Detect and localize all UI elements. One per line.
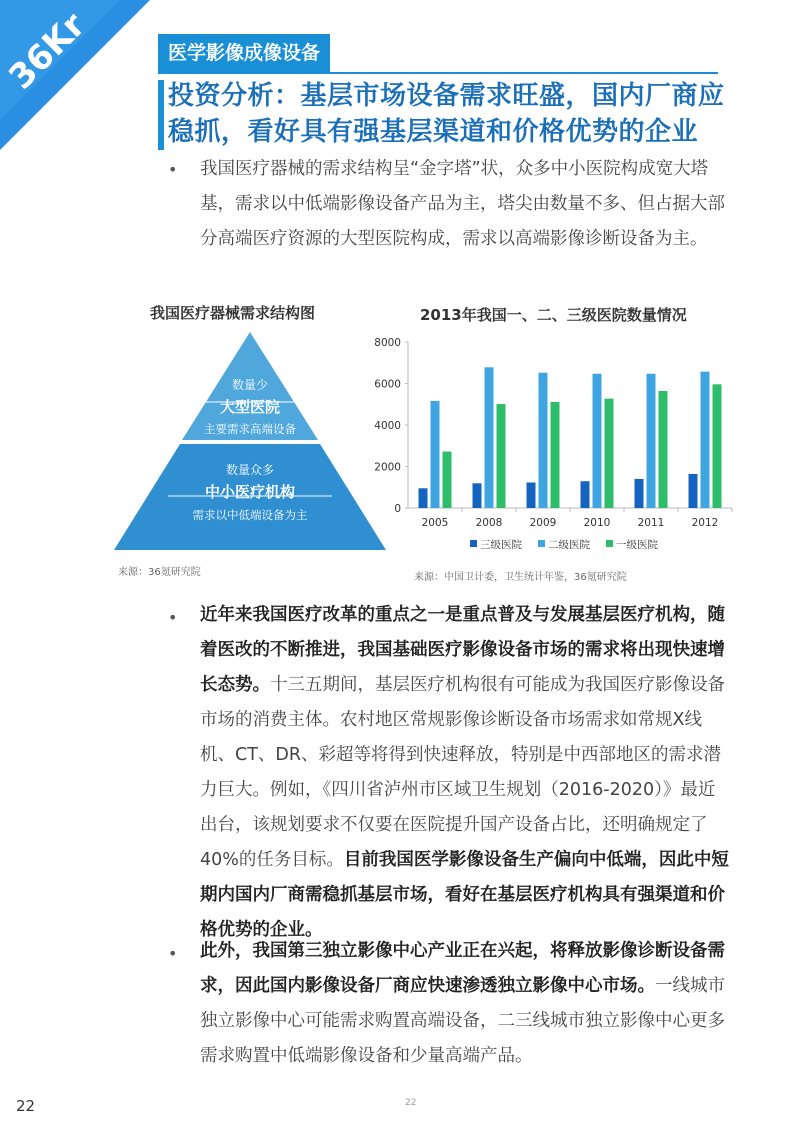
y-tick-label: 6000 — [374, 378, 401, 391]
pyramid-source: 来源：36氪研究院 — [118, 567, 201, 578]
pyramid-diagram — [110, 330, 390, 555]
paragraph-3 — [200, 934, 732, 1074]
pyramid-top-line-2: 大型医院 — [219, 398, 281, 416]
paragraph-2-bold-2: 目前我国医学影像设备生产偏向中低端，因此中短期内国内厂商需稳抓基层市场，看好在基层医疗机构具有强渠道和价格优势的企业。 — [200, 850, 729, 940]
bullet-2: • — [168, 608, 178, 627]
bar-2012-一级医院 — [713, 384, 722, 508]
y-tick-label: 8000 — [374, 337, 401, 349]
pyramid-top-line-1: 数量少 — [231, 378, 269, 392]
x-tick-label: 2008 — [475, 517, 503, 529]
bar-2011-三级医院 — [635, 479, 644, 508]
bar-2008-一级医院 — [497, 404, 506, 508]
legend-swatch-二级医院 — [538, 540, 545, 547]
paragraph-1: 我国医疗器械的需求结构呈“金字塔”状，众多中小医院构成宽大塔基，需求以中低端影像设备产品为主，塔尖由数量不多、但占据大部分高端医疗资源的大型医院构成，需求以高端影像诊断设备为主。 — [200, 159, 725, 249]
bullet-1: • — [168, 160, 178, 179]
legend-label: 一级医院 — [616, 539, 658, 551]
bar-chart — [360, 330, 740, 570]
pyramid-bottom-line-3: 需求以中低端设备为主 — [192, 508, 308, 522]
page-title-line-2: 稳抓，看好具有强基层渠道和价格优势的企业 — [168, 117, 699, 147]
page-title-line-1: 投资分析：基层市场设备需求旺盛，国内厂商应 — [168, 81, 725, 111]
paragraph-3-bold-1: 此外，我国第三独立影像中心产业正在兴起，将释放影像诊断设备需求，因此国内影像设备厂商应快速渗透独立影像中心市场。 — [200, 941, 725, 996]
pyramid-bottom-line-2: 中小医疗机构 — [204, 483, 296, 501]
title-accent-bar — [158, 80, 164, 150]
bar-2009-三级医院 — [527, 482, 536, 508]
bar-2005-三级医院 — [419, 488, 428, 508]
bar-2005-二级医院 — [431, 401, 440, 508]
section-tag: 医学影像成像设备 — [158, 34, 330, 72]
x-tick-label: 2011 — [637, 517, 665, 529]
y-tick-label: 4000 — [374, 420, 401, 432]
bar-2011-二级医院 — [647, 374, 656, 508]
bar-2012-三级医院 — [689, 474, 698, 508]
pyramid-caption: 我国医疗器械需求结构图 — [150, 304, 316, 322]
page-number-center: 22 — [405, 1098, 417, 1108]
bar-2010-三级医院 — [581, 481, 590, 508]
bar-2008-二级医院 — [485, 367, 494, 508]
bar-2010-一级医院 — [605, 399, 614, 508]
page-title — [168, 78, 748, 150]
legend-label: 三级医院 — [480, 539, 522, 551]
page-number: 22 — [16, 1097, 36, 1115]
paragraph-2-bold-1: 近年来我国医疗改革的重点之一是重点普及与发展基层医疗机构，随着医改的不断推进，我国基础医疗影像设备市场的需求将出现快速增长态势。 — [200, 605, 725, 695]
x-tick-label: 2009 — [529, 517, 557, 529]
pyramid-bottom-line-1: 数量众多 — [225, 463, 275, 477]
x-tick-label: 2010 — [583, 517, 611, 529]
chart-title: 2013年我国一、二、三级医院数量情况 — [420, 306, 687, 324]
paragraph-2 — [200, 598, 732, 948]
paragraph-2-normal-1: 十三五期间，基层医疗机构很有可能成为我国医疗影像设备市场的消费主体。农村地区常规影像诊断设备市场需求如常规X线机、CT、DR、彩超等将得到快速释放，特别是中西部地区的需求潜力巨大。例如，《四川省泸州市区域卫生规划（2016-2020）》最近出台，该规划要求不仅要在医院提升国产设备占比，还明确规定了40%的任务目标。 — [200, 675, 725, 870]
chart-source: 来源：中国卫计委，卫生统计年鉴，36氪研究院 — [414, 572, 627, 583]
legend-swatch-三级医院 — [470, 540, 477, 547]
x-tick-label: 2005 — [421, 517, 449, 529]
x-tick-label: 2012 — [691, 517, 719, 529]
logo-36kr — [0, 0, 150, 150]
legend-label: 二级医院 — [548, 539, 590, 551]
bar-2010-二级医院 — [593, 374, 602, 508]
section-divider — [158, 72, 718, 74]
bar-2009-二级医院 — [539, 373, 548, 508]
bar-2012-二级医院 — [701, 372, 710, 508]
logo-text: 36Kr — [1, 5, 94, 98]
paragraph-3-normal-1: 一线城市独立影像中心可能需求购置高端设备，二三线城市独立影像中心更多需求购置中低端影像设备和少量高端产品。 — [200, 976, 725, 1066]
bar-2011-一级医院 — [659, 391, 668, 508]
legend-swatch-一级医院 — [606, 540, 613, 547]
y-tick-label: 0 — [394, 503, 401, 515]
bullet-3: • — [168, 944, 178, 963]
pyramid-top-line-3: 主要需求高端设备 — [204, 422, 296, 436]
bar-2008-三级医院 — [473, 483, 482, 508]
bar-2009-一级医院 — [551, 402, 560, 508]
bar-2005-一级医院 — [443, 452, 452, 508]
y-tick-label: 2000 — [374, 461, 401, 474]
